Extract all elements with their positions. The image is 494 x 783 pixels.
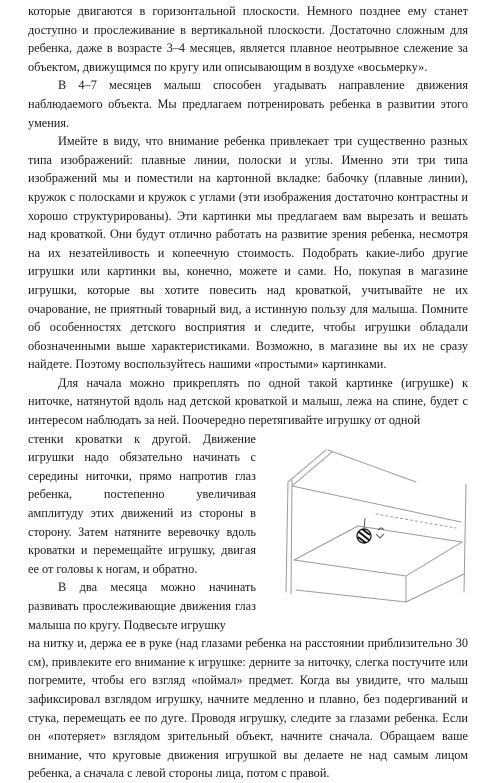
- crib-illustration: [266, 442, 474, 612]
- paragraph-1: которые двигаются в горизонтальной плоскости. Немного позднее ему станет доступно и прослеживание в вертикальной плоскости. Достаточно сложным для ребенка, даже в возрасте 3–4 месяцев, является плавное неотрывное слежение за объектом, движущимся по кругу или описывающим в воздухе «восьмерку».: [28, 4, 468, 74]
- paragraph-2: В 4–7 месяцев малыш способен угадывать направление движения наблюдаемого объекта. Мы предлагаем потренировать ребенка в развитии этого умения.: [28, 78, 468, 130]
- paragraph-4-top: Для начала можно прикреплять по одной такой картинке (игрушке) к ниточке, натянутой вдоль над детской кроваткой и малыш, лежа на спине, будет с интересом наблюдать за ней. Поочередно перетягивайте игрушку от одной: [28, 375, 468, 428]
- striped-toy: [357, 529, 371, 543]
- page-text: [28, 2, 468, 783]
- paragraph-5-rest: на нитку и, держа ее в руке (над глазами ребенка на расстоянии приблизительно 30 см), привлеките его внимание к игрушке: дерните за ниточку, слегка постучите или погремите, чтобы его взгляд «поймал» предмет. Когда вы увидите, что малыш зафиксировал взглядом игрушку, начните медленно и плавно, без подергиваний и стука, перемещать ее по дуге. Проводя игрушку, следите за глазами ребенка. Если он «потеряет» взглядом зрительный объект, начните сначала. Обращаем ваше внимание, что круговые движения игрушкой вы делаете не над самым лицом ребенка, а сначала с левой стороны лица, потом с правой.: [28, 636, 468, 781]
- crib-with-toy-sketch-icon: [266, 442, 474, 612]
- paragraph-5-start: В два месяца можно начинать развивать прослеживающие движения глаз малыша по кругу. Подвесьте игрушку: [28, 580, 256, 632]
- crib-frame: [286, 450, 466, 602]
- paragraph-4-rest: стенки кроватки к другой. Движение игрушки надо обязательно начинать с середины ниточки, прямо напротив глаз ребенка, постепенно увеличивая амплитуду этих движений из стороны в сторону. Затем натяните веревочку вдоль кроватки и перемещайте игрушку, двигая ее от головы к ногам, и обратно.: [28, 431, 256, 576]
- figure-wrap: [28, 430, 468, 635]
- paragraph-3: Имейте в виду, что внимание ребенка привлекает три существенно разных типа изображений: плавные линии, полоски и углы. Именно эти три типа изображений мы и поместили на картонной вкладке: бабочку (плавные линии), кружок с полосками и кружок с углами (эти изображения достаточно контрастны и хорошо структурированы). Эти картинки мы предлагаем вам вырезать и вешать над кроваткой. Они будут отлично работать на развитие зрения ребенка, несмотря на их незатейливость и копеечную стоимость. Подобрать какие-либо другие игрушки или картинки вы, конечно, можете и сами. Но, покупая в магазине игрушки, которые вы хотите повесить над кроваткой, учитывайте не их очарование, не приятный товарный вид, а истинную пользу для малыша. Помните об особенностях детского восприятия и следите, чтобы игрушки обладали обозначенными выше характеристиками. Возможно, в магазине вы их не сразу найдете. Поэтому воспользуйтесь нашими «простыми» картинками.: [28, 134, 468, 372]
